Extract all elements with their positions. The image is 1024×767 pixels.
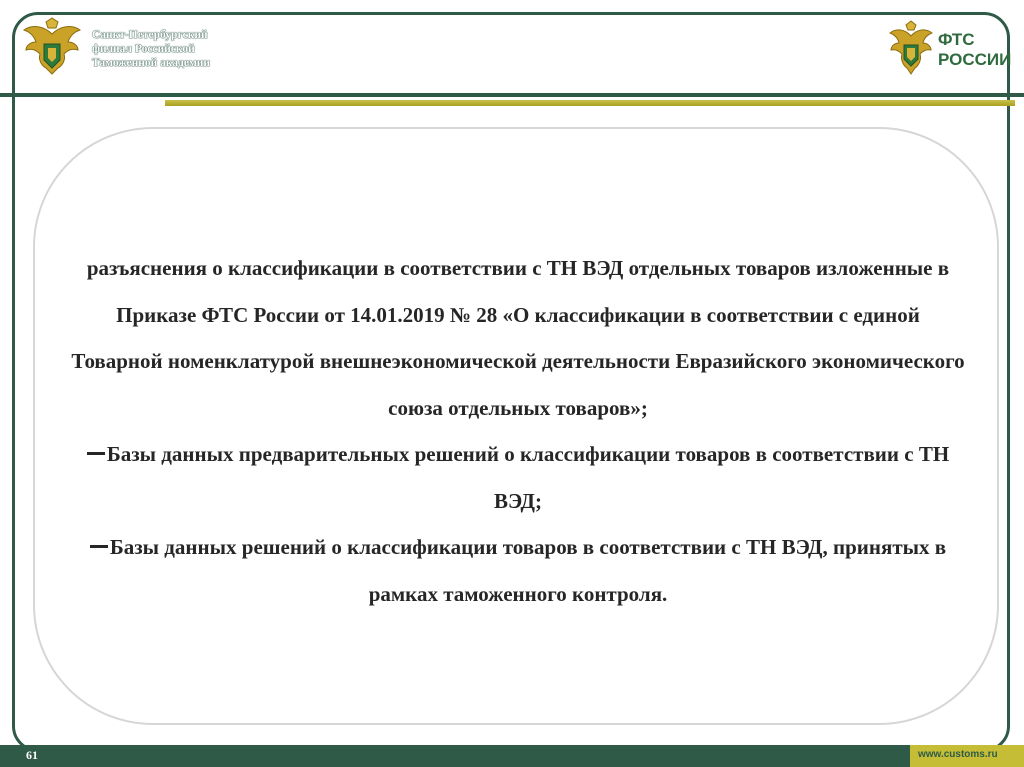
fts-logo-line: ФТС [938,30,975,49]
dash-bullet-icon [90,545,108,548]
footer-site-link[interactable]: www.customs.ru [918,749,998,760]
bullet-text: Базы данных предварительных решений о классификации товаров в соответствии с ТН ВЭД; [106,442,950,513]
dash-bullet-icon [87,452,105,455]
fts-logo [888,20,1012,80]
institution-name-line: филиал Российской [92,43,195,55]
fts-eagle-emblem-icon [888,20,934,80]
bullet-item [68,431,968,524]
fts-logo-text [938,30,1011,70]
intro-paragraph: разъяснения о классификации в соответствии с ТН ВЭД отдельных товаров изложенные в Приказе ФТС России от 14.01.2019 № 28 «О классификации в соответствии с единой Товарной номенклатурой внешнеэкономической деятельности Евразийского экономического союза отдельных товаров»; [71,256,965,420]
eagle-emblem-icon [22,16,82,80]
institution-name [92,28,262,70]
institution-name-line: Таможенной академии [92,57,211,69]
fts-logo-line: РОССИИ [938,50,1012,69]
page-number: 61 [26,748,38,762]
header-divider [0,93,1024,97]
institution-name-line: Санкт-Петербургский [92,29,208,41]
header-accent-bar [165,100,1015,106]
slide-body-text [68,245,968,617]
bullet-text: Базы данных решений о классификации товаров в соответствии с ТН ВЭД, принятых в рамках таможенного контроля. [109,535,947,606]
footer-bar [0,745,1024,767]
bullet-item [68,524,968,617]
